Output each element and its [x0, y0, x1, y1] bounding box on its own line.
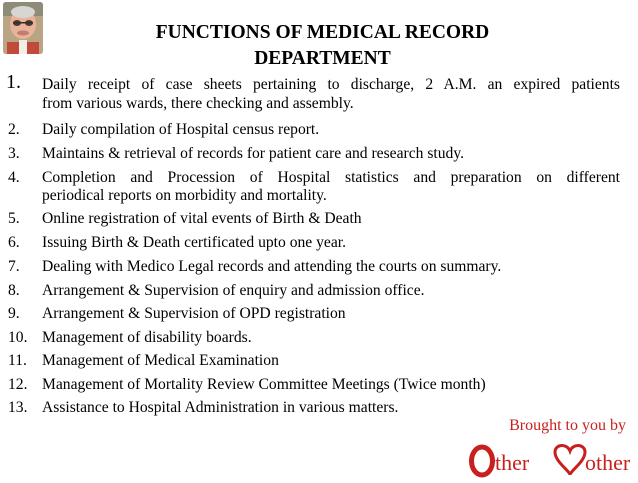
list-item-number: 4. [8, 169, 20, 186]
logo-mark [468, 440, 633, 478]
svg-text:ther: ther [495, 450, 530, 475]
list-item-number: 13. [8, 399, 28, 416]
list-item-text: from various wards, there checking and assembly. [42, 95, 354, 112]
list-item-text: Assistance to Hospital Administration in various matters. [42, 399, 399, 416]
list-item-text: Management of Mortality Review Committee Meetings (Twice month) [42, 376, 486, 393]
list-item-number: 7. [8, 258, 20, 275]
other-mother-logo [468, 440, 633, 478]
list-item-number: 8. [8, 282, 20, 299]
list-item-text: periodical reports on morbidity and mortality. [42, 187, 327, 204]
list-item-number: 10. [8, 329, 28, 346]
list-item-number: 1. [6, 71, 21, 93]
page-title: FUNCTIONS OF MEDICAL RECORD [155, 22, 490, 43]
list-item-number: 6. [8, 234, 20, 251]
list-item-text: Arrangement & Supervision of enquiry and admission office. [42, 282, 425, 299]
list-item-text: Management of disability boards. [42, 329, 252, 346]
credit-text: Brought to you by [509, 417, 626, 434]
list-item-text: Management of Medical Examination [42, 352, 279, 369]
list-item-text: Completion and Procession of Hospital statistics and preparation on different [42, 169, 620, 186]
list-item-text: Online registration of vital events of Birth & Death [42, 210, 362, 227]
list-item-number: 5. [8, 210, 20, 227]
list-item-number: 3. [8, 145, 20, 162]
list-item-text: Arrangement & Supervision of OPD registration [42, 305, 346, 322]
svg-text:other: other [585, 450, 631, 475]
list-item-text: Issuing Birth & Death certificated upto one year. [42, 234, 346, 251]
list-item-number: 11. [8, 352, 27, 369]
list-item-text: Daily receipt of case sheets pertaining to discharge, 2 A.M. an expired patients [42, 76, 620, 93]
list-item-text: Maintains & retrieval of records for patient care and research study. [42, 145, 465, 162]
list-item-text: Daily compilation of Hospital census report. [42, 121, 320, 138]
list-item-number: 2. [8, 121, 20, 138]
list-item-number: 12. [8, 376, 28, 393]
list-item-text: Dealing with Medico Legal records and attending the courts on summary. [42, 258, 502, 275]
list-item-number: 9. [8, 305, 20, 322]
page-title-line-2: DEPARTMENT [254, 48, 391, 69]
